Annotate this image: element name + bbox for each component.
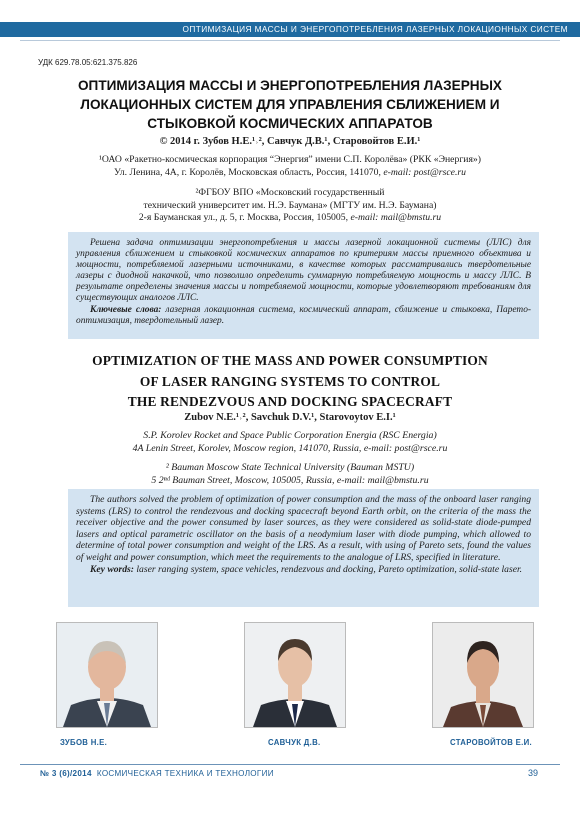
en-aff1-address: 4A Lenin Street, Korolev, Moscow region, 141070, Russia, e-mail: post@rsce.ru	[132, 442, 448, 454]
ru-keywords-label: Ключевые слова:	[90, 304, 162, 315]
en-abstract	[76, 494, 531, 575]
ru-title-line: ЛОКАЦИОННЫХ СИСТЕМ ДЛЯ УПРАВЛЕНИЯ СБЛИЖЕНИЕМ И	[80, 97, 500, 112]
ru-authors: © 2014 г. Зубов Н.Е.¹˒², Савчук Д.В.¹, Старовойтов Е.И.¹	[159, 136, 421, 147]
footer-issue: № 3 (6)/2014	[40, 769, 92, 778]
en-affiliation-2	[40, 462, 540, 487]
author-name-zubov: ЗУБОВ Н.Е.	[60, 738, 108, 747]
author-name-starovoytov: СТАРОВОЙТОВ Е.И.	[450, 738, 532, 747]
footer-journal-info	[40, 769, 274, 778]
ru-title-line: СТЫКОВКОЙ КОСМИЧЕСКИХ АППАРАТОВ	[147, 116, 433, 131]
portrait-photo-icon	[57, 623, 157, 727]
en-authors: Zubov N.E.¹˒², Savchuk D.V.¹, Starovoytov E.I.¹	[184, 412, 396, 423]
author-photo-starovoytov	[432, 622, 534, 728]
header-rule	[20, 40, 560, 41]
udk-code: УДК 629.78.05:621.375.826	[38, 58, 138, 67]
en-abstract-text: The authors solved the problem of optimization of power consumption and the mass of the onboard laser ranging systems (LRS) to control the rendezvous and docking spacecraft beyond Earth orbit, on the criteria of the mass the receiver objective and the power consumed by laser sources, as they were considered as solid-state diode-pumped lasers and optical parametric oscillator on the basis of a neodymium laser with diode pumping, which allowed to determine of total power consumption and weight of the LRS. As a result, with using of Pareto sets, found the values of weight and power consumption, which meet the requirements to the analogue of LRS, specified in literature.	[76, 494, 531, 563]
ru-aff2-org-1: ²ФГБОУ ВПО «Московский государственный	[195, 187, 385, 198]
ru-keywords-text: лазерная локационная система, космический аппарат, сближение и стыковка, Парето-оптимизация, твердотельный лазер.	[76, 304, 532, 326]
ru-aff2-address	[40, 212, 540, 225]
portrait-photo-icon	[245, 623, 345, 727]
ru-aff1-address	[40, 167, 540, 180]
en-keywords	[76, 564, 531, 576]
en-aff2-org: ² Bauman Moscow State Technical University (Bauman MSTU)	[165, 462, 415, 473]
en-title-line: OPTIMIZATION OF THE MASS AND POWER CONSUMPTION	[92, 353, 488, 368]
ru-aff2-org-2: технический университет им. Н.Э. Баумана» (МГТУ им. Н.Э. Баумана)	[143, 199, 437, 211]
ru-aff2-email[interactable]: e-mail: mail@bmstu.ru	[350, 212, 442, 224]
running-header-title: ОПТИМИЗАЦИЯ МАССЫ И ЭНЕРГОПОТРЕБЛЕНИЯ ЛАЗЕРНЫХ ЛОКАЦИОННЫХ СИСТЕМ	[182, 24, 568, 34]
ru-keywords	[76, 305, 531, 327]
portrait-photo-icon	[433, 623, 533, 727]
footer-rule	[20, 764, 560, 765]
author-name-savchuk: САВЧУК Д.В.	[268, 738, 321, 747]
ru-aff1-org: ¹ОАО «Ракетно-космическая корпорация “Энергия” имени С.П. Королёва» (РКК «Энергия»)	[98, 154, 482, 165]
ru-aff1-email[interactable]: e-mail: post@rsce.ru	[383, 166, 466, 178]
en-keywords-text: laser ranging system, space vehicles, rendezvous and docking, Pareto optimization, solid-state laser.	[133, 563, 523, 575]
ru-article-title	[40, 76, 540, 133]
en-title-line: OF LASER RANGING SYSTEMS TO CONTROL	[139, 373, 441, 389]
en-aff2-address: 5 2ⁿᵈ Bauman Street, Moscow, 105005, Russia, e-mail: mail@bmstu.ru	[151, 474, 429, 486]
ru-title-line: ОПТИМИЗАЦИЯ МАССЫ И ЭНЕРГОПОТРЕБЛЕНИЯ ЛАЗЕРНЫХ	[77, 78, 503, 93]
en-keywords-label: Key words:	[90, 563, 134, 575]
author-photo-savchuk	[244, 622, 346, 728]
en-article-title	[40, 351, 540, 413]
ru-abstract	[76, 238, 531, 327]
en-affiliation-1	[40, 430, 540, 455]
ru-affiliation-1	[40, 154, 540, 179]
en-aff1-org: S.P. Korolev Rocket and Space Public Corporation Energia (RSC Energia)	[143, 430, 437, 441]
author-photo-zubov	[56, 622, 158, 728]
footer-journal-name: КОСМИЧЕСКАЯ ТЕХНИКА И ТЕХНОЛОГИИ	[96, 769, 274, 778]
ru-aff1-address-text: Ул. Ленина, 4А, г. Королёв, Московская область, Россия, 141070,	[114, 166, 384, 178]
ru-abstract-text: Решена задача оптимизации энергопотребления и массы лазерной локационной системы (ЛЛС) для управления сближением и стыковкой космических аппаратов по критериям массы приемного объектива и мощности, потребляемой лазерными источниками, в качестве которых рассматривались твердотельные лазеры с диодной накачкой, что позволило определить суммарную потребляемую мощность и массу ЛЛС. В результате определены значения массы и потребляемой мощности, которые удовлетворяют требованиям для существующих аналогов ЛЛС.	[76, 238, 531, 304]
en-title-line: THE RENDEZVOUS AND DOCKING SPACECRAFT	[127, 394, 453, 409]
ru-affiliation-2	[40, 187, 540, 225]
page-number: 39	[528, 768, 539, 778]
ru-aff2-address-text: 2-я Бауманская ул., д. 5, г. Москва, Россия, 105005,	[138, 212, 351, 224]
